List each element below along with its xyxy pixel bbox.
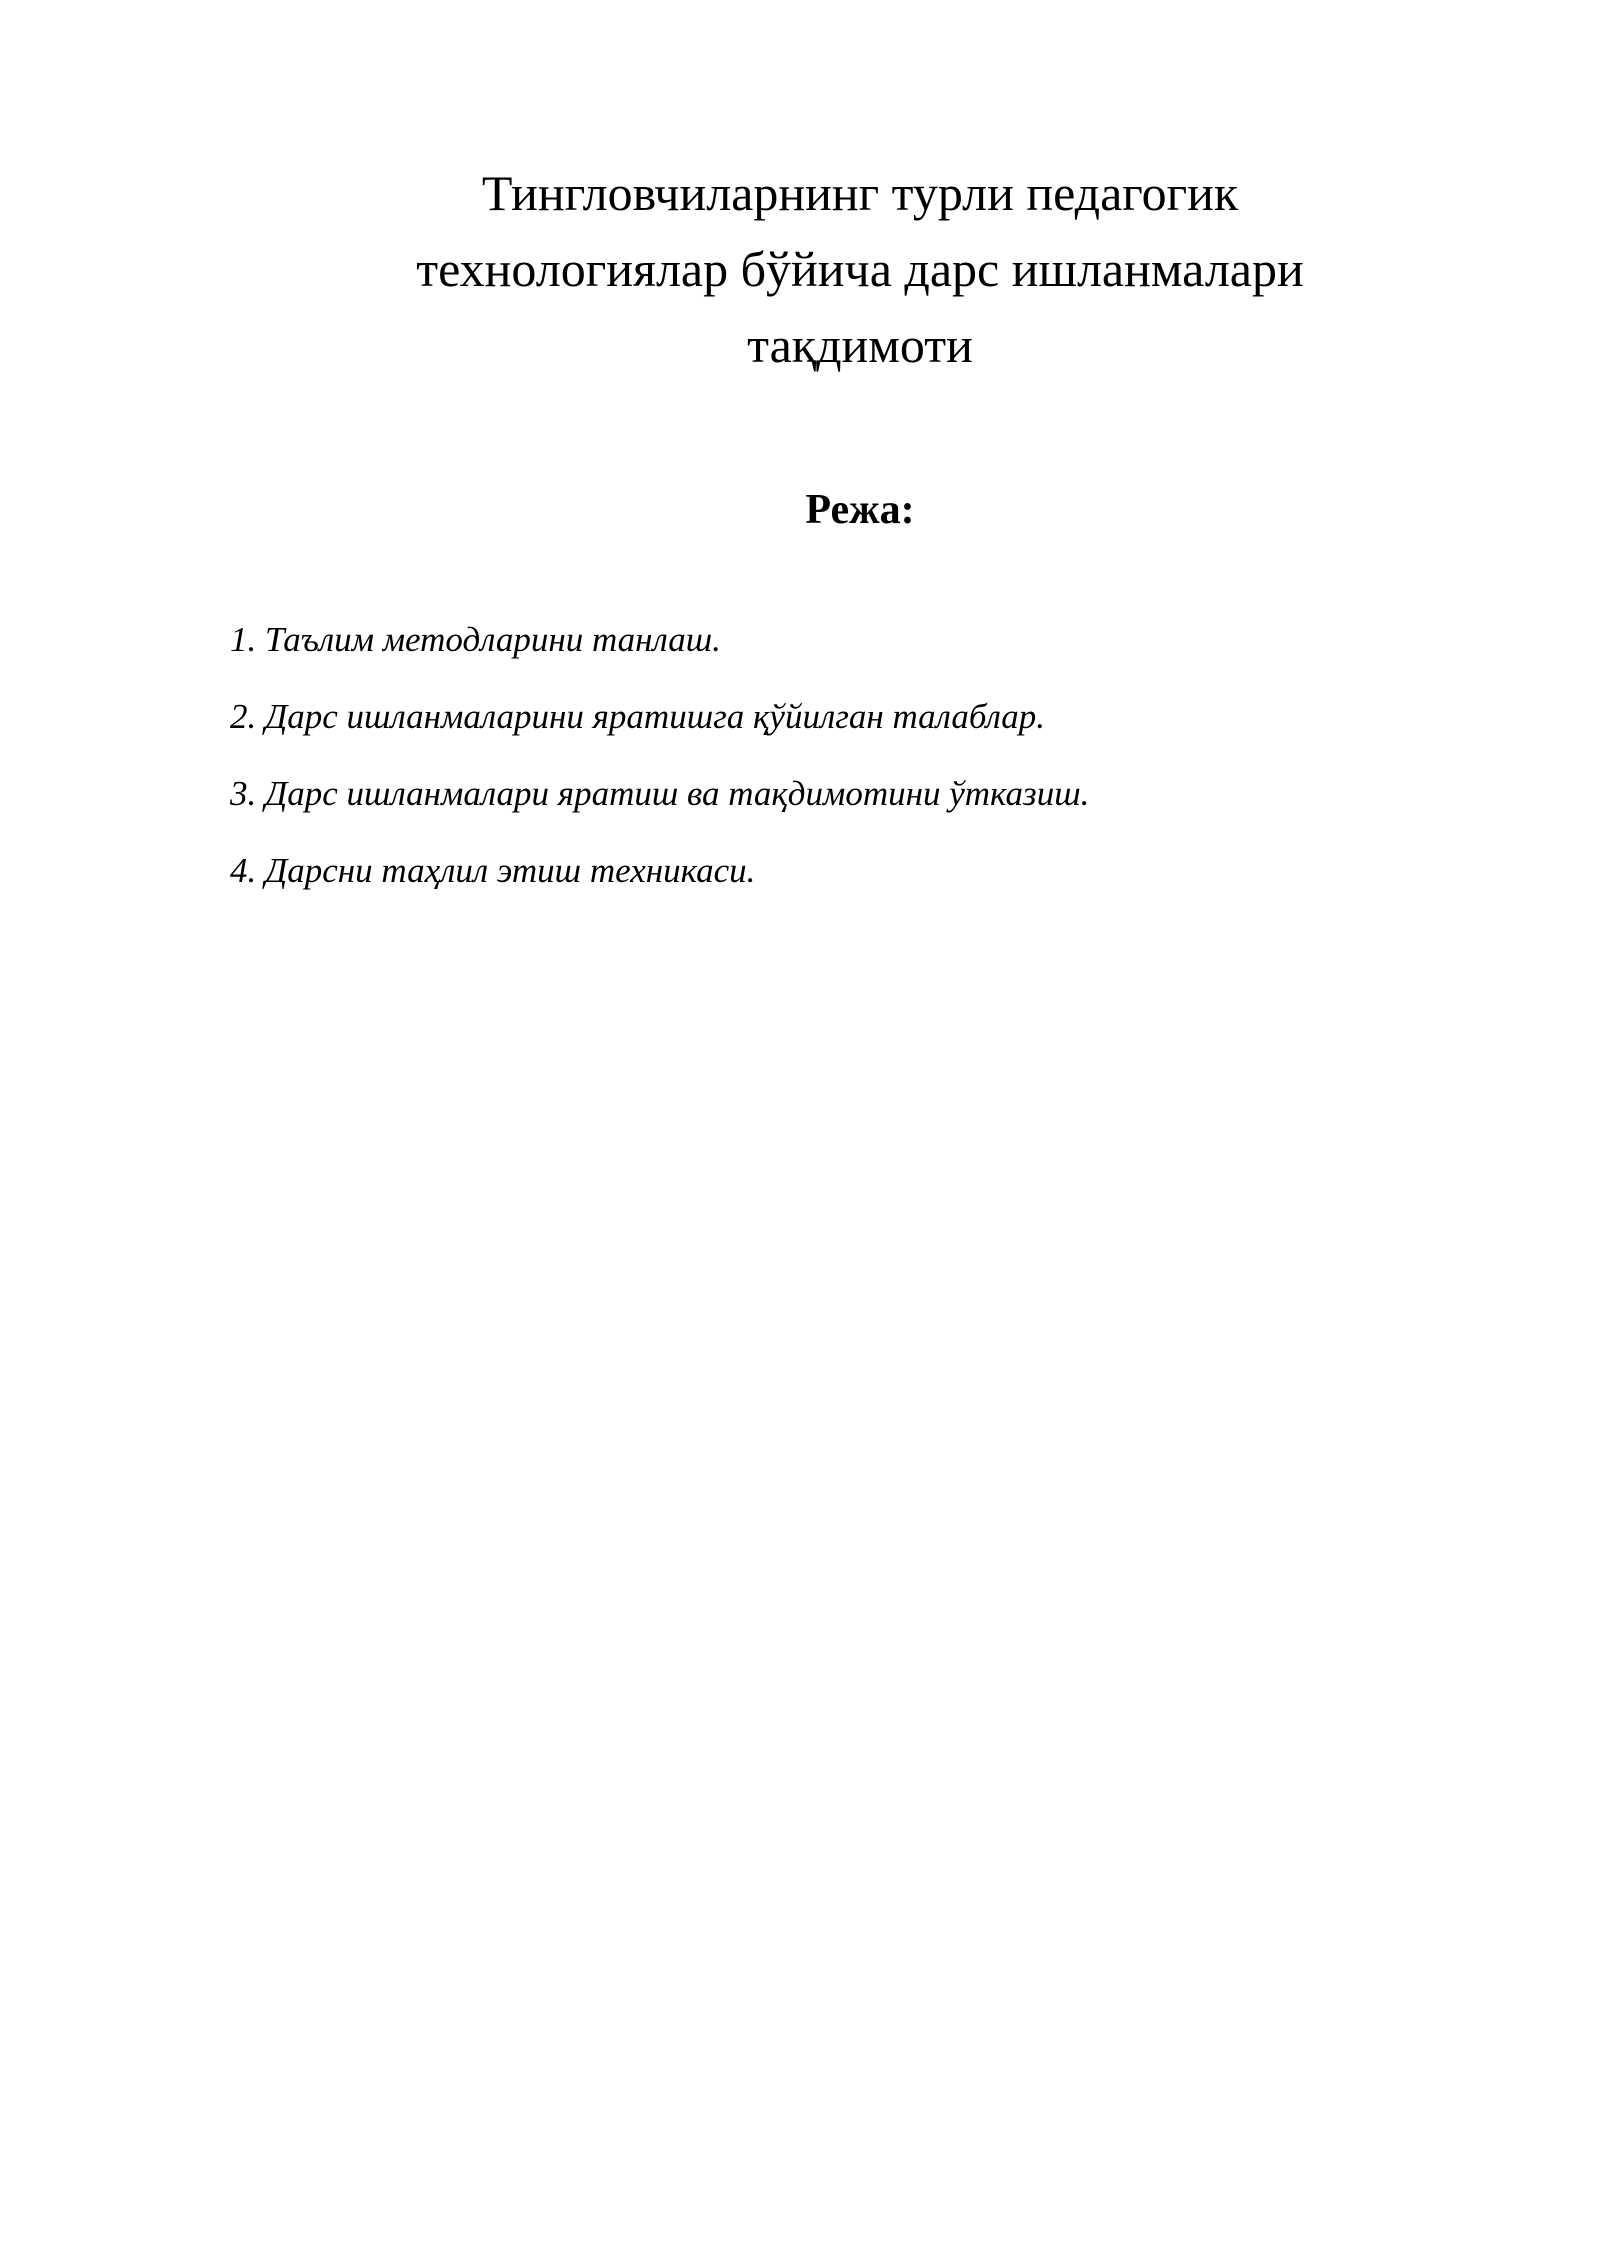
plan-list — [230, 614, 1430, 922]
plan-item-4: 4. Дарсни таҳлил этиш техникаси. — [230, 851, 756, 890]
plan-heading: Режа: — [805, 487, 915, 533]
title-line-2: технологиялар бўйича дарс ишланмалари — [416, 241, 1304, 297]
plan-item-3: 3. Дарс ишланмалари яратиш ва тақдимотини ўтказиш. — [230, 774, 1090, 813]
plan-item-2: 2. Дарс ишланмаларини яратишга қўйилган талаблар. — [230, 697, 1046, 736]
plan-item-1: 1. Таълим методларини танлаш. — [230, 620, 721, 659]
document-title — [300, 155, 1420, 383]
title-line-3: тақдимоти — [747, 317, 973, 373]
title-line-1: Тингловчиларнинг турли педагогик — [481, 165, 1239, 221]
